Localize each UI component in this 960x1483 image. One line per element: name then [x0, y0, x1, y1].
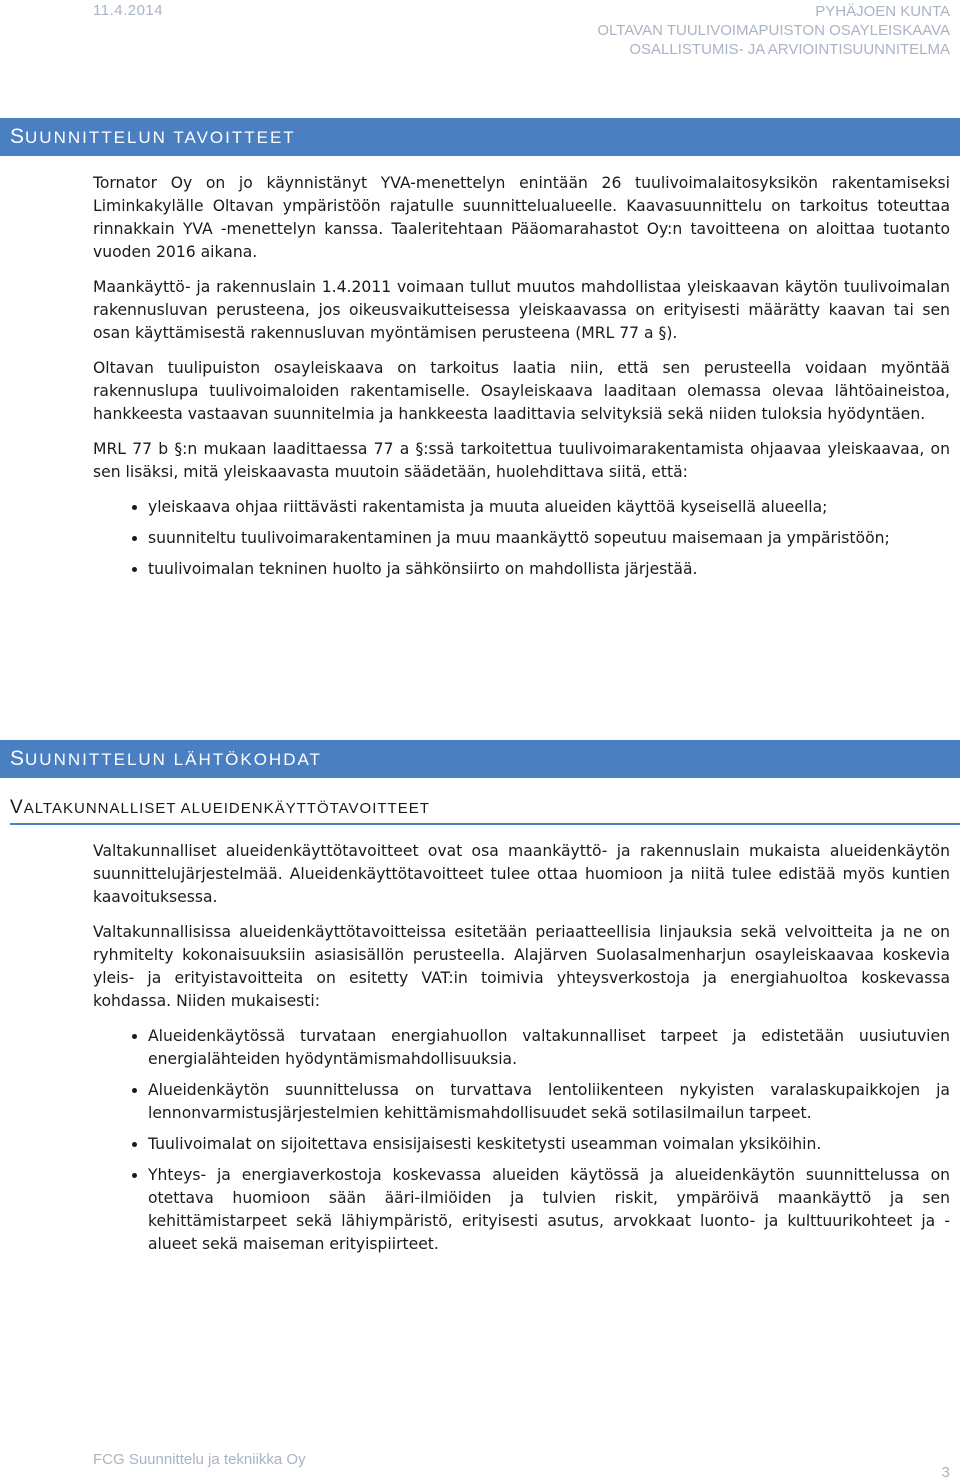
section-heading-initial: S: [10, 125, 26, 148]
paragraph: Tornator Oy on jo käynnistänyt YVA-menettelyn enintään 26 tuulivoimalaitosyksikön rakentamiseksi Liminkakylälle Oltavan ympäristöön rajatulle suunnittelualueelle. Kaavasuunnittelu on tarkoitus toteuttaa rinnakkain YVA -menettelyn kanssa. Taaleritehtaan Pääomarahastot Oy:n tavoitteena on aloittaa tuotanto vuoden 2016 aikana.: [93, 174, 950, 261]
section-body-lahtokohdat: [93, 840, 950, 1268]
paragraph: Oltavan tuulipuiston osayleiskaava on tarkoitus laatia niin, että sen perusteella voidaan myöntää rakennuslupa tuulivoimaloiden rakentamiselle. Osayleiskaava laaditaan olemassa olevaa lähtöaineistoa, hankkeesta vastaavan suunnitelmia ja hankkeesta laadittavia selvityksiä sekä niiden tuloksia hyödyntäen.: [93, 359, 950, 423]
list-item: • yleiskaava ohjaa riittävästi rakentamista ja muuta alueiden käyttöä kyseisellä alueella;: [148, 496, 950, 519]
list-item: • Alueidenkäytön suunnittelussa on turvattava lentoliikenteen nykyisten varalaskupaikkojen ja lennonvarmistusjärjestelmien kehittämismahdollisuudet sekä sotilasilmailun tarpeet.: [148, 1079, 950, 1125]
section-heading-lahtokohdat: [0, 740, 960, 778]
footer-company: FCG Suunnittelu ja tekniikka Oy: [93, 1451, 306, 1468]
subsection-heading-initial: V: [10, 797, 24, 818]
section-heading-initial: S: [10, 747, 26, 770]
header-document-info: [597, 2, 950, 59]
section-heading-rest: UUNNITTELUN TAVOITTEET: [25, 128, 296, 147]
section-heading-rest: UUNNITTELUN LÄHTÖKOHDAT: [25, 750, 322, 769]
header-document-type: OSALLISTUMIS- JA ARVIOINTISUUNNITELMA: [629, 41, 950, 58]
paragraph: Maankäyttö- ja rakennuslain 1.4.2011 voimaan tullut muutos mahdollistaa yleiskaavan käytön tuulivoimalan rakennusluvan perusteena, jos oikeusvaikutteisessa yleiskaavassa on erityisesti määrätty kaavan tai sen osan käyttämisestä rakennusluvan myöntämisen perusteena (MRL 77 a §).: [93, 278, 950, 342]
page-number: 3: [941, 1464, 950, 1481]
section-body-tavoitteet: [93, 172, 950, 593]
list-item: • Tuulivoimalat on sijoitettava ensisijaisesti keskitetysti useamman voimalan yksiköihin.: [148, 1133, 950, 1156]
bullet-list: [93, 1025, 950, 1256]
paragraph: Valtakunnallisissa alueidenkäyttötavoitteissa esitetään periaatteellisia linjauksia sekä velvoitteita ja ne on ryhmitelty kokonaisuuksiin asiasisällön perusteella. Alajärven Suolasalmenharjun osayleiskaavaa koskevia yleis- ja erityistavoitteita on esitetty VAT:in toimivia yhteysverkostoja ja energiahuoltoa koskevassa kohdassa. Niiden mukaisesti:: [93, 923, 950, 1010]
paragraph: Valtakunnalliset alueidenkäyttötavoitteet ovat osa maankäyttö- ja rakennuslain mukaista alueidenkäytön suunnittelujärjestelmää. Alueidenkäyttötavoitteet tulee ottaa huomioon ja niitä tulee edistää myös kuntien kaavoituksessa.: [93, 842, 950, 906]
list-item: • tuulivoimalan tekninen huolto ja sähkönsiirto on mahdollista järjestää.: [148, 558, 950, 581]
header-date: 11.4.2014: [93, 2, 164, 19]
header-plan-name: OLTAVAN TUULIVOIMAPUISTON OSAYLEISKAAVA: [597, 22, 950, 39]
paragraph: MRL 77 b §:n mukaan laadittaessa 77 a §:ssä tarkoitettua tuulivoimarakentamista ohjaavaa yleiskaavaa, on sen lisäksi, mitä yleiskaavasta muutoin säädetään, huolehdittava siitä, että:: [93, 440, 950, 481]
subsection-heading-rest: ALTAKUNNALLISET ALUEIDENKÄYTTÖTAVOITTEET: [23, 800, 430, 817]
bullet-list: [93, 496, 950, 581]
section-heading-tavoitteet: [0, 118, 960, 156]
header-municipality: PYHÄJOEN KUNTA: [815, 3, 950, 20]
list-item: • suunniteltu tuulivoimarakentaminen ja muu maankäyttö sopeutuu maisemaan ja ympäristöön;: [148, 527, 950, 550]
subsection-heading: [10, 797, 960, 825]
list-item: • Alueidenkäytössä turvataan energiahuollon valtakunnalliset tarpeet ja edistetään uusiutuvien energialähteiden hyödyntämismahdollisuuksia.: [148, 1025, 950, 1071]
list-item: • Yhteys- ja energiaverkostoja koskevassa alueiden käytössä ja alueidenkäytön suunnittelussa on otettava huomioon sään ääri-ilmiöiden ja tulvien riskit, ympäröivä maankäyttö ja sen kehittämistarpeet sekä lähiympäristö, erityisesti asutus, arvokkaat luonto- ja kulttuurikohteet ja -alueet sekä maiseman erityispiirteet.: [148, 1164, 950, 1256]
